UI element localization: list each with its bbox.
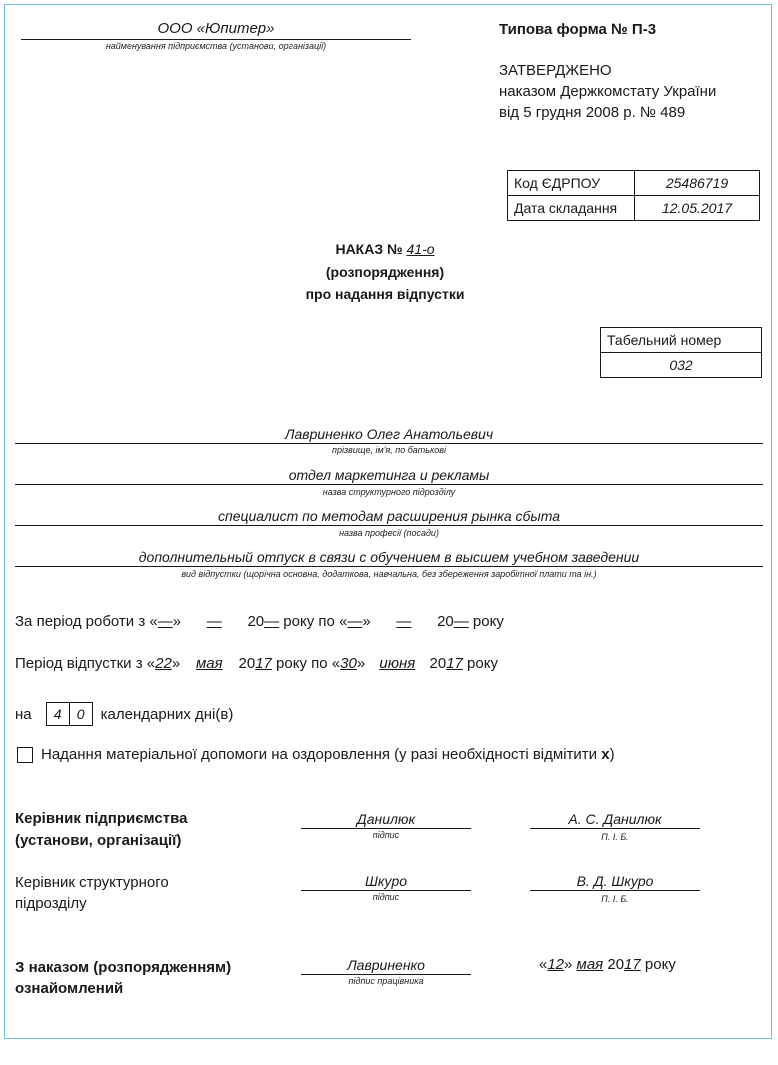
work-from-day: —: [157, 613, 173, 630]
aid-label-end: ): [609, 746, 615, 763]
approved-line-1: наказом Держкомстату України: [499, 83, 717, 100]
date-value: 12.05.2017: [635, 196, 760, 221]
ack-sign: Лавриненко: [301, 956, 471, 975]
head-label-2: (установи, організації): [15, 832, 182, 849]
tab-number-table: [600, 327, 762, 378]
department: отдел маркетинга и рекламы: [15, 466, 763, 485]
aid-row: [17, 746, 615, 763]
leave-period-label: Період відпустки з: [15, 655, 143, 672]
aid-label-x: х: [601, 746, 610, 763]
edrpou-value: 25486719: [635, 171, 760, 196]
order-number: 41-о: [406, 241, 435, 257]
ack-day: 12: [547, 956, 565, 973]
leave-to-day: 30: [340, 655, 357, 672]
leave-end-word: року: [467, 655, 498, 672]
aid-label-main: Надання матеріальної допомоги на оздоровлення (у разі необхідності відмітити: [41, 746, 602, 763]
aid-label: [41, 746, 615, 763]
form-page: [4, 4, 772, 1039]
work-period-label: За період роботи з: [15, 613, 146, 630]
ack-month: мая: [576, 956, 604, 973]
leave-from-month: мая: [196, 655, 223, 672]
ack-label-2: ознайомлений: [15, 980, 124, 997]
work-from-year: —: [264, 613, 280, 630]
duration-digit-1: 4: [46, 702, 70, 726]
head-name-caption: П. І. Б.: [601, 832, 629, 842]
head-sign: Данилюк: [301, 810, 471, 829]
codes-table: [507, 170, 760, 221]
dept-name-caption: П. І. Б.: [601, 894, 629, 904]
approved-line-2: від 5 грудня 2008 р. № 489: [499, 104, 686, 121]
position-caption: назва професії (посади): [339, 528, 439, 538]
employee-name: Лавриненко Олег Анатольевич: [15, 425, 763, 444]
form-title: Типова форма № П-3: [499, 21, 657, 38]
position: специалист по методам расширения рынка сбыта: [15, 507, 763, 526]
employee-name-caption: прізвище, ім'я, по батькові: [332, 445, 446, 455]
edrpou-label: Код ЄДРПОУ: [508, 171, 635, 196]
tab-number-value: 032: [601, 353, 762, 378]
dept-label-2: підрозділу: [15, 895, 87, 912]
dept-name: В. Д. Шкуро: [530, 872, 700, 891]
head-sign-caption: підпис: [372, 830, 400, 840]
ack-year-word: року: [644, 956, 676, 973]
work-to-day: —: [347, 613, 363, 630]
dept-label-1: Керівник структурного: [15, 874, 169, 891]
duration-row: [15, 702, 233, 726]
leave-year-word: року по: [276, 655, 328, 672]
work-to-year: —: [453, 613, 469, 630]
order-title-prefix: НАКАЗ №: [335, 241, 403, 257]
approved-label: ЗАТВЕРДЖЕНО: [499, 62, 612, 79]
leave-to-year-prefix: 20: [429, 655, 447, 672]
order-subject: про надання відпустки: [305, 286, 465, 302]
work-from-year-prefix: 20: [247, 613, 265, 630]
leave-from-day: 22: [155, 655, 172, 672]
order-subtitle: (розпорядження): [325, 264, 445, 280]
duration-prefix: на: [15, 705, 32, 723]
org-name: ООО «Юпитер»: [21, 19, 411, 40]
leave-type-caption: вид відпустки (щорічна основна, додаткова, навчальна, без збереження заробітної плати та ін.): [181, 569, 597, 579]
work-to-year-prefix: 20: [437, 613, 454, 630]
dept-sign-caption: підпис: [372, 892, 400, 902]
work-period-row: За період роботи з «—» — 20— року по «—» — 20— року: [15, 613, 504, 630]
duration-suffix: календарних дні(в): [100, 705, 234, 723]
leave-to-month: июня: [379, 655, 416, 672]
duration-digit-2: 0: [70, 702, 93, 726]
leave-from-year: 17: [255, 655, 272, 672]
ack-year-prefix: 20: [607, 956, 625, 973]
department-caption: назва структурного підрозділу: [322, 487, 456, 497]
work-to-month: —: [396, 613, 412, 630]
tab-number-label: Табельний номер: [601, 328, 762, 353]
head-label-1: Керівник підприємства: [15, 810, 188, 827]
leave-type: дополнительный отпуск в связи с обучением в высшем учебном заведении: [15, 548, 763, 567]
ack-sign-caption: підпис працівника: [348, 976, 424, 986]
order-title: [235, 241, 535, 257]
work-year-word: року по: [283, 613, 335, 630]
leave-to-year: 17: [446, 655, 463, 672]
dept-sign: Шкуро: [301, 872, 471, 891]
ack-date: «12» мая 2017 року: [539, 956, 676, 973]
leave-from-year-prefix: 20: [238, 655, 256, 672]
leave-period-row: Період відпустки з «22» мая 2017 року по «30» июня 2017 року: [15, 655, 498, 672]
work-end-word: року: [472, 613, 504, 630]
org-caption: найменування підприємства (установи, організації): [105, 41, 327, 51]
date-label: Дата складання: [508, 196, 635, 221]
work-from-month: —: [206, 613, 222, 630]
ack-year: 17: [624, 956, 641, 973]
head-name: А. С. Данилюк: [530, 810, 700, 829]
aid-checkbox[interactable]: [17, 747, 33, 763]
ack-label-1: З наказом (розпорядженням): [15, 959, 232, 976]
